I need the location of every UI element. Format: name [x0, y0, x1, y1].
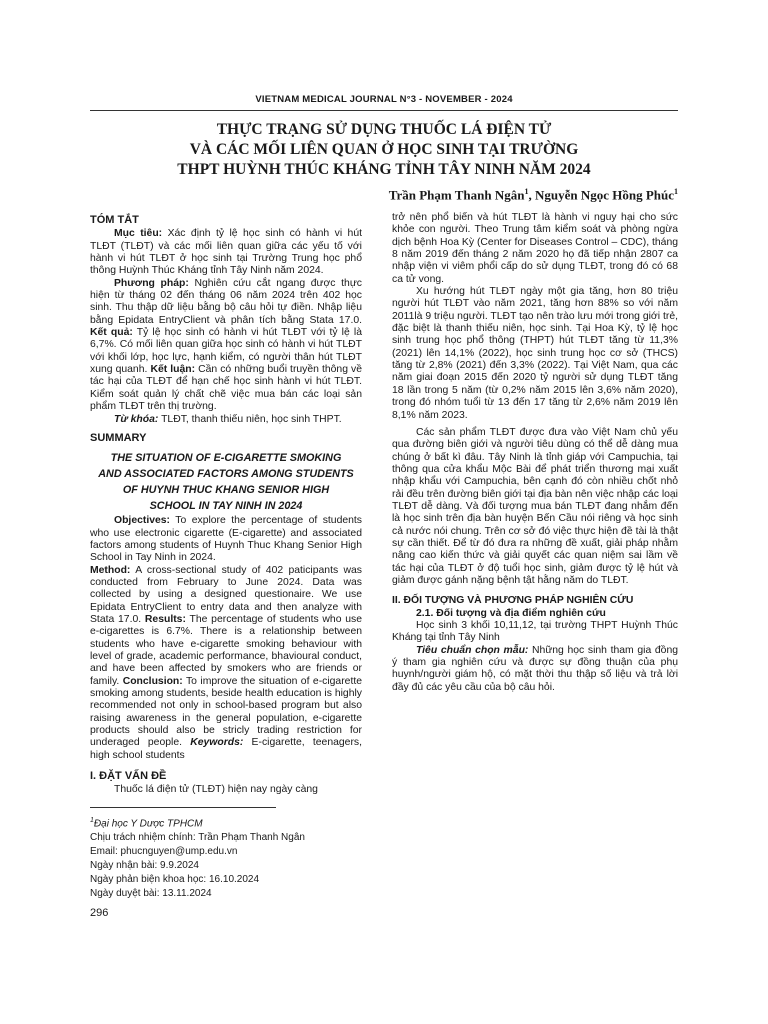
summary-objective-text: To explore the percentage of students who use electronic cigarette (E-cigarette) and associated factors among students of Huynh Thuc Khang Senior High School in Tay Ninh in 2024. — [90, 515, 362, 564]
methods-criteria — [392, 645, 678, 694]
intro-para-2: Xu hướng hút TLĐT ngày một gia tăng, hơn 80 triệu người hút TLĐT vào năm 2021, tăng hơn 88% so với năm 2011là 9 triệu người. TLĐT tạo nên trào lưu mới trong giới trẻ, đặc biệt là thanh thiếu niên, học sinh. Tại Hoa Kỳ, tỷ lệ học sinh trung học phổ thông (THPT) hút TLĐT tăng từ 11,3% (2021) lên 14,1% (2022), học sinh trung học cơ sở (THCS) tăng từ 2,8% (2021) đến 3,3% (2022). Tại Việt Nam, qua các năm giai đoạn 2015 đến 2020 tỷ người sử dụng TLĐT tăng 18 lần trong 5 năm (từ 0,2% năm 2015 lên 3,6% năm 2020), trong đó nhóm tuổi từ 13 đến 17 tăng từ 2,6% năm 2019 lên 8,1% năm 2023. — [392, 286, 678, 421]
summary-body — [90, 515, 362, 762]
journal-header: VIETNAM MEDICAL JOURNAL N°3 - NOVEMBER - 2024 — [255, 94, 513, 105]
author-2: Nguyễn Ngọc Hồng Phúc — [534, 187, 674, 203]
summary-method-text: A cross-sectional study of 402 paticipants was conducted from February to June 2024. Data was collected by using a designed questionaire. We use Epidata EntryClient to entry data and then analyze with Stata 17.0. — [90, 564, 362, 625]
abstract-vi-method-label: Phương pháp: — [114, 277, 189, 289]
abstract-vi-result-label: Kết quả: — [90, 327, 133, 339]
abstract-vi-result-text: Tỷ lệ học sinh có hành vi hút TLĐT với tỷ lệ là 6,7%. Có mối liên quan giữa học sinh có hành vi hút TLĐT với khối lớp, học lực, hạnh kiểm, có người thân hút TLĐT xung quanh. — [90, 327, 362, 376]
summary-conclusion-label: Conclusion: — [122, 675, 183, 687]
footnote-received: Ngày nhận bài: 9.9.2024 — [90, 860, 199, 872]
methods-heading: II. ĐỐI TƯỢNG VÀ PHƯƠNG PHÁP NGHIÊN CỨU — [392, 595, 634, 607]
methods-criteria-label: Tiêu chuẩn chọn mẫu: — [416, 644, 529, 656]
footnote-reviewed: Ngày phản biện khoa học: 16.10.2024 — [90, 874, 260, 886]
intro-heading: I. ĐẶT VẤN ĐỀ — [90, 770, 167, 783]
summary-title-line-3: OF HUYNH THUC KHANG SENIOR HIGH — [122, 484, 330, 497]
intro-para-1-start: Thuốc lá điện tử (TLĐT) hiện nay ngày càng — [114, 784, 318, 796]
summary-results-text: The percentage of students who use e-cigarettes is 6.7%. There is a relationship between students who have e-cigarette smoking behaviour with level of grade, academic performance, bhavioural conduct, and have been affected by smokers who are friends or family. — [90, 613, 362, 687]
author-1: Trần Phạm Thanh Ngân — [388, 187, 525, 203]
right-column — [392, 212, 678, 694]
summary-method-label: Method: — [90, 564, 131, 576]
left-column — [90, 212, 362, 901]
methods-para-1: Học sinh 3 khối 10,11,12, tại trường THPT Huỳnh Thúc Kháng tại tỉnh Tây Ninh — [392, 620, 678, 644]
abstract-vi-objective-text: Xác định tỷ lệ học sinh có hành vi hút TLĐT (TLĐT) và các mối liên quan giữa các yếu tố với hành vi hút TLĐT ở học sinh tại Trường Trung học phổ thông Huỳnh Thúc Kháng tỉnh Tây Ninh năm 2024. — [90, 228, 362, 277]
footnote-affiliation — [90, 814, 362, 831]
abstract-vi-objective-label: Mục tiêu: — [114, 228, 163, 240]
abstract-vi-keywords — [90, 414, 362, 426]
intro-para-3: Các sản phẩm TLĐT được đưa vào Việt Nam chủ yếu qua đường biên giới và người tiêu dùng có thể dễ dàng mua chúng ở bất kì đâu. Tây Ninh là tỉnh giáp với Campuchia, tại thông qua cửa khẩu Mộc Bài để phát triển thương mại xuất nhập khẩu với Campuchia, bên cạnh đó còn nhiều chốt nhỏ rải đều trên đường biên giới tại địa bàn nên việc nhập các loại TLĐT dễ dàng. Và đối tượng mua bán TLĐT đang nhắm đến là học sinh trên địa bàn huyện Bến Cầu nói riêng và học sinh cả nước nói chung. Trên cơ sở đó việc thực hiện đề tài là thật sự cần thiết. Để từ đó đưa ra những đề xuất, giải pháp nhằm nâng cao kiến thức và giải quyết các quan niệm sai lầm về tác hại của TLĐT ở độ tuổi học sinh, giảm được tỷ lệ hút và giảm được gánh nặng bệnh tật hằng năm do TLĐT. — [392, 426, 678, 586]
summary-title-line-1: THE SITUATION OF E-CIGARETTE SMOKING — [110, 452, 342, 465]
abstract-vi-heading: TÓM TẮT — [90, 214, 139, 226]
intro-para-1-cont: trở nên phổ biến và hút TLĐT là hành vi nguy hại cho sức khỏe con người. Theo Trung tâm kiểm soát và phòng ngừa dịch bệnh Hoa Kỳ (Center for Diseases Control – CDC), tháng 8 năm 2019 đến tháng 2 năm 2020 họ đã tiếp nhận 2807 ca nhập viện vi viêm phổi cấp do sử dụng TLĐT, trong đó có 68 ca tử vong. — [392, 212, 678, 285]
abstract-vi-conclusion-label: Kết luận: — [150, 364, 196, 376]
author-separator: , — [528, 187, 535, 203]
title-line-1: THỰC TRẠNG SỬ DỤNG THUỐC LÁ ĐIỆN TỬ — [216, 121, 552, 138]
abstract-vi-conclusion-text: Cần có những buổi truyền thông về tác hại của TLĐT để hạn chế học sinh hành vi hút TLĐT. Kiểm soát quản lý chất chẽ việc mua bán các loại sản phẩm TLĐT trên thị trường. — [90, 364, 363, 413]
footnote-rule — [90, 807, 276, 808]
summary-keywords-text: E-cigarette, teenagers, high school students — [90, 737, 362, 761]
footnote-affiliation-text: Đại học Y Dược TPHCM — [93, 818, 203, 830]
summary-keywords-label: Keywords: — [190, 737, 244, 749]
author-1-affiliation: 1 — [524, 187, 529, 196]
title-line-2: VÀ CÁC MỐI LIÊN QUAN Ở HỌC SINH TẠI TRƯỜNG — [189, 141, 579, 158]
abstract-vi-method — [90, 278, 362, 414]
footnote-responsible: Chịu trách nhiệm chính: Trần Phạm Thanh Ngân — [90, 832, 305, 844]
header-rule — [90, 110, 678, 111]
summary-heading: SUMMARY — [90, 431, 147, 444]
page-number: 296 — [90, 907, 109, 919]
methods-subheading-1: 2.1. Đối tượng và địa điểm nghiên cứu — [416, 607, 606, 619]
summary-objective-label: Objectives: — [114, 515, 171, 527]
abstract-vi-method-text: Nghiên cứu cắt ngang được thực hiện từ tháng 02 đến tháng 06 năm 2024 trên 402 học sinh. Thu thập dữ liệu bằng bộ câu hỏi tự điền. Nhập liệu bằng Epidata EntryClient và phân tích bằng Stata 17.0. — [90, 277, 362, 326]
footnote-sup: 1 — [90, 816, 94, 824]
author-2-affiliation: 1 — [674, 187, 678, 196]
abstract-vi-objective — [90, 228, 362, 277]
abstract-vi-keywords-label: Từ khóa: — [114, 413, 159, 425]
author-list — [320, 187, 678, 203]
summary-title — [90, 450, 362, 514]
summary-title-line-2: AND ASSOCIATED FACTORS AMONG STUDENTS — [98, 468, 354, 481]
article-title — [90, 120, 678, 180]
summary-conclusion-text: To improve the situation of e-cigarette smoking among students, beside health education is highly recommended not only in school-based program but also raising awareness in the general population, e-cigarette products should also be stricly trading restriction for underaged people. — [90, 675, 363, 749]
abstract-vi-keywords-text: TLĐT, thanh thiếu niên, học sinh THPT. — [158, 413, 342, 425]
footnote-email: Email: phucnguyen@ump.edu.vn — [90, 846, 238, 858]
title-line-3: THPT HUỲNH THÚC KHÁNG TỈNH TÂY NINH NĂM 2024 — [177, 161, 591, 178]
summary-title-line-4: SCHOOL IN TAY NINH IN 2024 — [149, 500, 303, 513]
summary-results-label: Results: — [144, 613, 186, 625]
methods-criteria-text: Những học sinh tham gia đồng ý tham gia nghiên cứu và được sự đồng thuận của phụ huynh/người giám hộ, có mặt thời thu thập số liệu và trả lời đầy đủ các yêu cầu của bộ câu hỏi. — [392, 644, 679, 693]
footnote-approved: Ngày duyệt bài: 13.11.2024 — [90, 888, 212, 900]
